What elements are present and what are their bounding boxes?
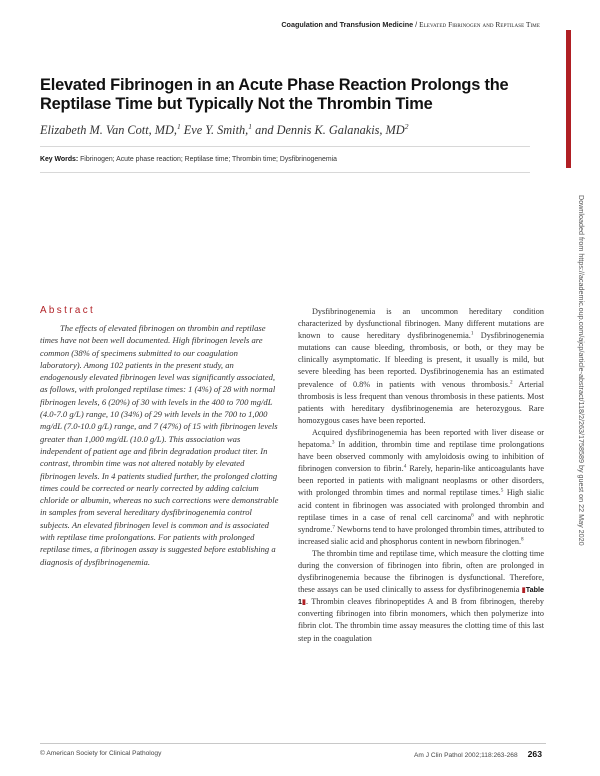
- footer-citation: Am J Clin Pathol 2002;118:263-268: [414, 752, 518, 759]
- running-header: [281, 20, 540, 29]
- table-1-label: Table 1: [298, 585, 544, 607]
- author-3: and Dennis K. Galanakis, MD: [252, 123, 405, 138]
- abstract-heading: Abstract: [40, 305, 96, 316]
- citation-ref: 3: [331, 439, 335, 446]
- short-title: Elevated Fibrinogen and Reptilase Time: [419, 21, 540, 29]
- download-note: [572, 195, 588, 595]
- table-marker-icon: ▮: [302, 597, 306, 607]
- journal-section: Coagulation and Transfusion Medicine: [281, 20, 414, 29]
- body-paragraph-2: Acquired dysfibrinogenemia has been reported with liver disease or hepatoma.$^3$ In addition, thrombin time and reptilase time prolongations have been observed commonly with amyloidosis owing to inhibition of fibrinogen conversion to fibrin.$^4$ Rarely, heparin-like anticoagulants have been reported in patients with malignant neoplasms or other disorders, with prolonged thrombin times and normal reptilase times.$^5$ High sialic acid content in fibrinogen was associated with prolonged thrombin and reptilase times in a case of renal cell carcinoma$^6$ and with nephrotic syndrome.$^7$ Newborns tend to have prolonged thrombin times, attributed to increased sialic acid and phosphorus content in newborn fibrinogen.$^8$: [298, 427, 545, 546]
- author-1: Elizabeth M. Van Cott, MD,: [40, 123, 177, 138]
- keywords-list: Fibrinogen; Acute phase reaction; Reptilase time; Thrombin time; Dysfibrinogenemia: [78, 156, 337, 163]
- citation-ref: 1: [470, 330, 474, 337]
- author-2-affiliation: 1: [248, 122, 252, 131]
- table-marker-icon: ▮: [521, 585, 526, 595]
- article-title: Elevated Fibrinogen in an Acute Phase Reaction Prolongs the Reptilase Time but Typically Not the Thrombin Time: [40, 76, 509, 113]
- author-2: Eve Y. Smith,: [180, 123, 249, 138]
- citation-ref: 7: [332, 523, 335, 530]
- author-3-affiliation: 2: [404, 122, 409, 131]
- author-list: [40, 122, 560, 138]
- footer-divider: [40, 743, 546, 744]
- citation-ref: 5: [500, 487, 504, 494]
- divider-top: [40, 146, 530, 147]
- keywords: [40, 156, 560, 163]
- citation-ref: 4: [403, 463, 407, 470]
- body-paragraph-3: The thrombin time and reptilase time, which measure the clotting time during the conversion of fibrinogen into fibrin, often are prolonged in dysfibrinogenemia because the fibrinogen is dysfunctional. Therefore, these assays can be used clinically to assess for dysfibrinogenemia ▮Table 1▮. Thrombin cleaves fibrinopeptides A and B from fibrinogen, thereby converting fibrinogen into fibrin monomers, which then polymerize into fibrin clot. The thrombin time assay measures the clotting time of this last step in the coagulation: [298, 548, 544, 643]
- abstract-text: The effects of elevated fibrinogen on thrombin and reptilase times have not been well documented. High fibrinogen levels are common (38% of specimens submitted to our coagulation laboratory). Among 102 patients in the present study, an endogenously elevated fibrinogen level was significantly associated, as follows, with prolonged reptilase times: 1 (4%) of 28 with normal fibrinogen levels, 6 (20%) of 30 with levels in the 400 to 700 mg/dL (4.0-7.0 g/L) range, 10 (34%) of 29 with levels in the 700 to 1,000 mg/dL (7.0-10.0 g/L) range, and 7 (47%) of 15 with fibrinogen levels greater than 1,000 mg/dL (10.0 g/L). This association was independent of patient age and fibrin degradation product titer. In contrast, thrombin time was not altered notably by elevated fibrinogen levels. In 4 patients studied further, the prolonged clotting times could be corrected or nearly corrected by adding calcium chloride or albumin, whereas no such corrections were demonstrable in samples from several hereditary dysfibrinogenemia control subjects. An elevated fibrinogen level is common and is associated with reptilase time prolongations. For patients with prolonged reptilase times, a fibrinogen assay is suggested before establishing a diagnosis of dysfibrinogenemia.: [40, 323, 279, 567]
- accent-bar: [566, 30, 571, 168]
- footer-copyright: © American Society for Clinical Pathology: [40, 750, 162, 757]
- citation-ref: 6: [471, 511, 474, 518]
- body-text-column: [298, 306, 544, 645]
- citation-ref: 2: [510, 378, 513, 385]
- divider-keywords: [40, 172, 530, 173]
- body-paragraph-1: Dysfibrinogenemia is an uncommon hereditary condition characterized by dysfunctional fibrinogen. Many different mutations are known to cause hereditary dysfibrinogenemia.$^1$ Dysfibrinogenemia mutations can cause bleeding, thrombosis, or both, or they may be clinically asymptomatic. If bleeding is present, it usually is mild, but severe bleeding has been reported. Dysfibrinogenemia has an estimated prevalence of 0.8% in patients with venous thrombosis.$^2$ Arterial thrombosis is less frequent than venous thrombosis in these patients. Most patients with hereditary dysfibrinogenemia are heterozygous. Rare homozygous cases have been reported.: [298, 307, 544, 425]
- footer-citation-block: [414, 749, 542, 759]
- author-1-affiliation: 1: [176, 122, 181, 131]
- header-separator: /: [413, 20, 420, 29]
- keywords-label: Key Words:: [40, 156, 79, 163]
- download-note-text: Downloaded from https://academic.oup.com/ajcp/article-abstract/118/2/263/1758589 by guest on 22 May 2020: [577, 195, 586, 546]
- page-number: 263: [527, 749, 542, 759]
- citation-ref: 8: [521, 536, 524, 543]
